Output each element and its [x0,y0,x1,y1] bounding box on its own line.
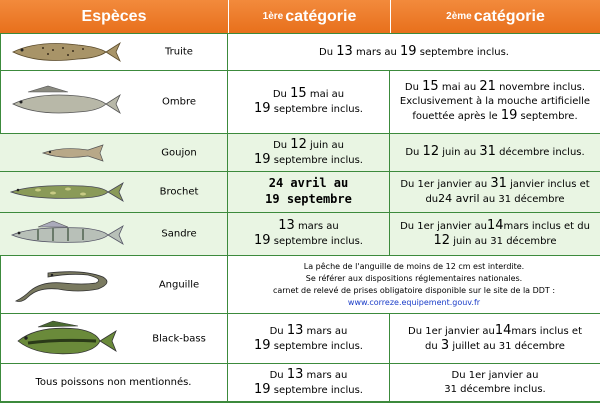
species-name-truite: Truite [165,46,193,58]
table-row [0,212,600,255]
season-cat1 [228,313,390,363]
species-name-autres: Tous poissons non mentionnés. [35,377,192,388]
date-text: 24 avril au [268,176,349,190]
table-row [0,133,600,171]
date-number: 19 [254,101,271,116]
date-number: 12 [422,144,440,159]
text-part: Du 1er janvier au [451,369,539,381]
text-part: Du [404,82,419,93]
date-number: 15 [422,79,439,94]
table-row [0,171,600,212]
text-part: décembre inclus. [499,147,585,158]
text-part: Du [405,147,420,158]
date-text: 24 avril [438,192,480,205]
text-part: Du 1er janvier au [400,179,488,190]
season-cat2 [390,212,600,255]
season-text [319,45,509,60]
season-both-categories [228,33,600,70]
text-part: mai au [309,89,345,100]
species-name-anguille: Anguille [158,279,200,290]
species-cell [0,70,228,133]
date-number: 19 [400,43,417,59]
date-number: 31 [490,176,507,191]
text-part: Du [269,369,284,381]
text-part: Du 1er janvier au [400,221,487,232]
text-part: Du [272,89,287,100]
note-line: Se référer aux dispositions réglementaires nationales. [305,273,523,283]
gudgeon-icon [8,141,123,165]
season-cat1 [228,70,390,133]
date-number: 19 [254,233,271,248]
table-row [0,70,600,133]
header-cat1 [229,0,390,33]
date-number: 19 [254,337,271,353]
date-number: 13 [336,43,353,59]
season-cat1 [228,133,390,171]
text-part: septembre inclus. [273,154,363,166]
table-row [0,255,600,313]
header-species [0,0,228,33]
date-number: 12 [433,233,451,248]
text-part: mai au [441,82,477,93]
season-cat1 [228,363,390,401]
text-part: Du [269,325,284,337]
text-part: 31 décembre inclus. [444,383,546,395]
text-part: fouettée après le [412,111,498,122]
species-cell [0,133,228,171]
date-number: 12 [290,136,307,152]
date-number: 13 [278,218,295,233]
table-row [0,313,600,363]
date-number: 19 [500,108,518,123]
season-cat2 [390,313,600,363]
header-cat2-label: catégorie [473,7,545,25]
species-cell [0,363,228,401]
species-cell [0,313,228,363]
season-cat2 [390,133,600,171]
text-part: mars au [355,46,397,58]
text-part: du [425,194,439,205]
date-number: 14 [486,218,504,233]
species-name-brochet: Brochet [159,186,199,198]
text-part: septembre inclus. [273,384,363,396]
text-part: Du 1er janvier au [408,325,495,337]
season-cat2 [390,363,600,401]
text-part: juin au [442,147,477,158]
date-number: 15 [290,86,307,101]
species-name-sandre: Sandre [161,228,197,240]
date-number: 19 [254,381,271,397]
anguille-regulation-note [228,255,600,313]
date-number: 19 [254,151,271,167]
species-cell [0,171,228,212]
text-part: Exclusivement à la mouche artificielle [399,96,591,107]
text-part: novembre inclus. [499,82,586,93]
text-part: mars au [306,325,348,337]
season-cat2 [390,70,600,133]
text-part: septembre inclus. [273,236,363,247]
season-cat1 [228,171,390,212]
text-part: septembre. [520,111,578,122]
text-part: juillet au 31 décembre [452,340,565,352]
season-cat2 [390,171,600,212]
text-part: septembre inclus. [273,340,363,352]
date-text: 19 septembre [265,192,352,206]
pike-icon [8,177,126,207]
text-part: juin au [310,139,344,151]
table-row [0,363,600,401]
text-part: septembre inclus. [419,46,509,58]
text-part: juin au 31 décembre [453,236,557,247]
text-part: mars au [297,221,339,232]
note-line: La pêche de l'anguille de moins de 12 cm est interdite. [303,261,525,271]
species-name-blackbass: Black-bass [152,333,206,344]
species-name-goujon: Goujon [161,147,197,158]
season-cat1 [228,212,390,255]
text-part: Du [319,46,334,58]
black-bass-icon [8,317,123,361]
species-cell [0,33,228,70]
grayling-icon [8,84,123,120]
header-cat2-sup: 2ème [446,11,472,22]
header-cat2 [391,0,600,33]
text-part: septembre inclus. [273,104,363,115]
date-number: 31 [479,144,496,159]
header-species-label: Espèces [81,7,147,25]
date-number: 21 [479,79,496,94]
date-number: 14 [494,322,512,338]
text-part: mars au [306,369,348,381]
species-name-ombre: Ombre [161,96,196,108]
text-part: mars inclus et du [503,221,590,232]
text-part: au 31 décembre [482,194,565,205]
date-number: 3 [440,337,450,353]
ddt-website-link[interactable]: www.correze.equipement.gouv.fr [347,297,481,307]
note-line: carnet de relevé de prises obligatoire disponible sur le site de la DDT : [272,285,556,295]
text-part: janvier inclus et [510,179,590,190]
header-cat1-sup: 1ère [262,11,284,22]
text-part: mars inclus et [511,325,582,337]
text-part: Du [273,139,288,151]
text-part: du [425,340,438,352]
species-cell [0,255,228,313]
trout-icon [8,37,123,67]
eel-icon [8,263,123,307]
zander-icon [8,218,126,250]
date-number: 13 [286,366,304,382]
table-row [0,33,600,70]
header-cat1-label: catégorie [285,7,357,25]
date-number: 13 [286,322,304,338]
species-cell [0,212,228,255]
